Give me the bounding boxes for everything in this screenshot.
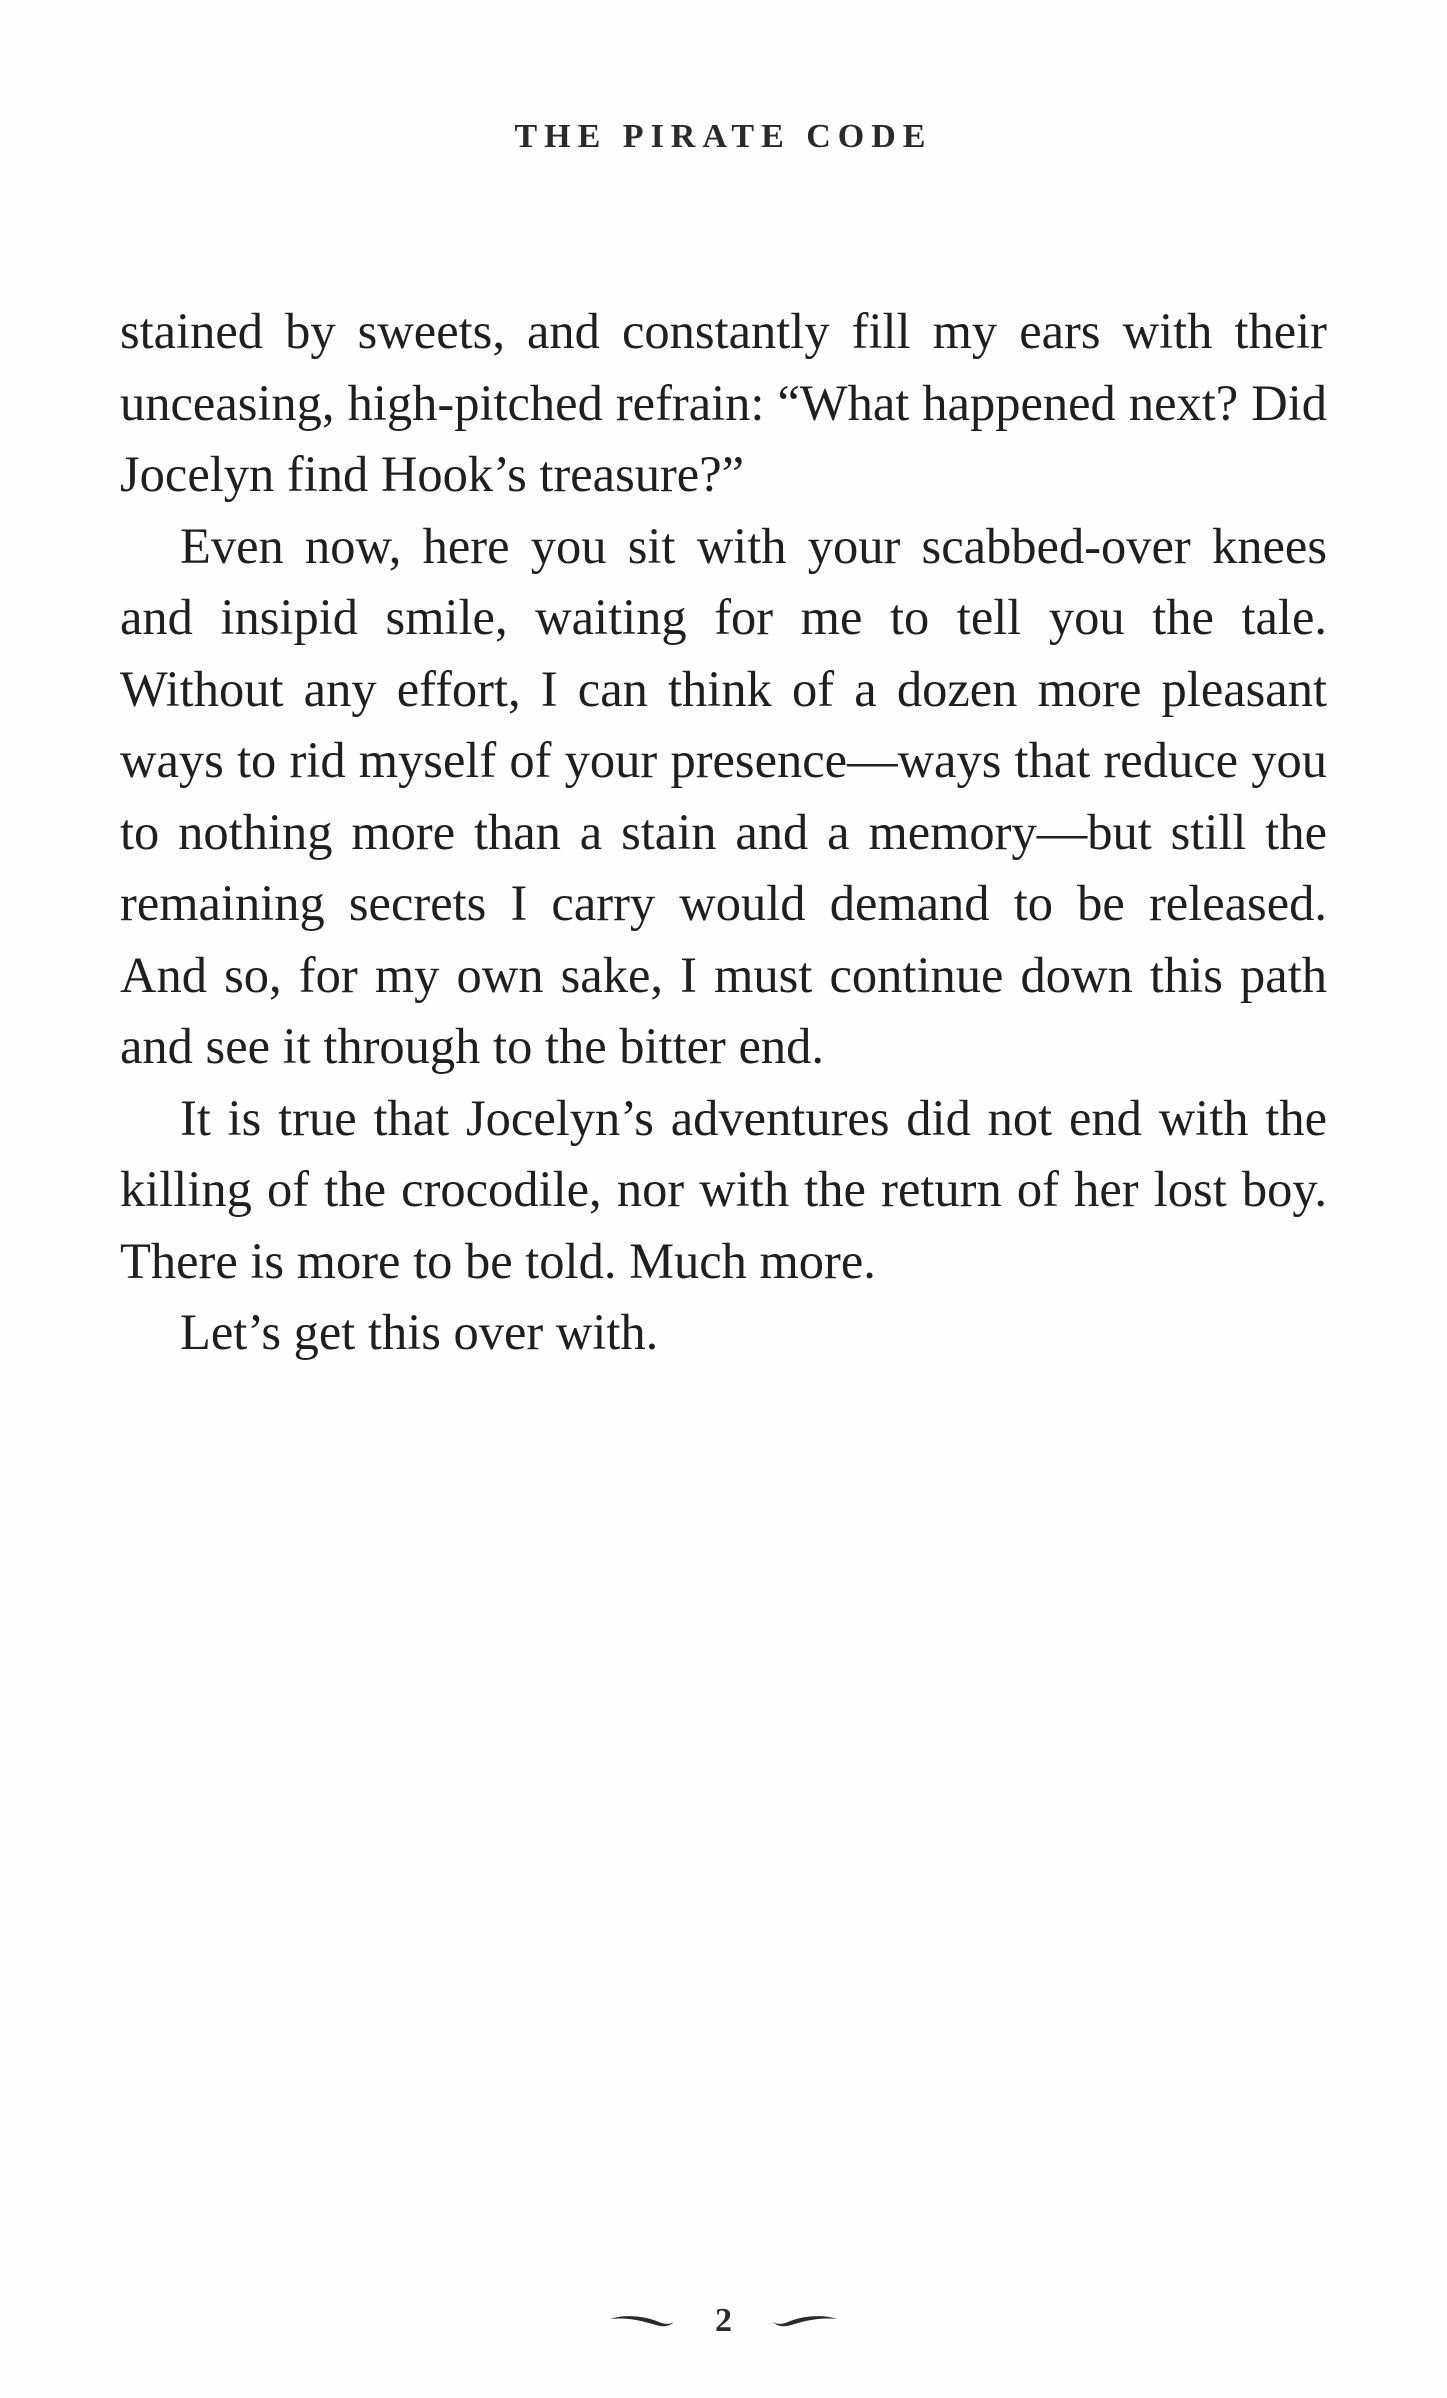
swash-ornament-right-icon bbox=[772, 2313, 838, 2329]
paragraph: Even now, here you sit with your scabbed-over knees and insipid smile, waiting for me to tell you the tale. Without any effort, I can think of a dozen more pleasant ways to rid myself of your presence—ways that reduce you to nothing more than a stain and a memory—but still the remaining secrets I carry would demand to be released. And so, for my own sake, I must continue down this path and see it through to the bitter end. bbox=[120, 517, 1327, 1074]
page-number: 2 bbox=[715, 2302, 732, 2339]
running-head: THE PIRATE CODE bbox=[514, 118, 933, 155]
swash-ornament-left-icon bbox=[609, 2313, 675, 2329]
paragraph-continued: stained by sweets, and constantly fill my ears with their unceasing, high-pitched refrain: “What happened next? Did Jocelyn find Hook’s treasure?” bbox=[120, 303, 1327, 502]
paragraph: It is true that Jocelyn’s adventures did not end with the killing of the crocodile, nor with the return of her lost boy. There is more to be told. Much more. bbox=[120, 1089, 1327, 1289]
body-text bbox=[120, 296, 1327, 1369]
folio bbox=[0, 2304, 1447, 2338]
paragraph: Let’s get this over with. bbox=[180, 1304, 659, 1360]
